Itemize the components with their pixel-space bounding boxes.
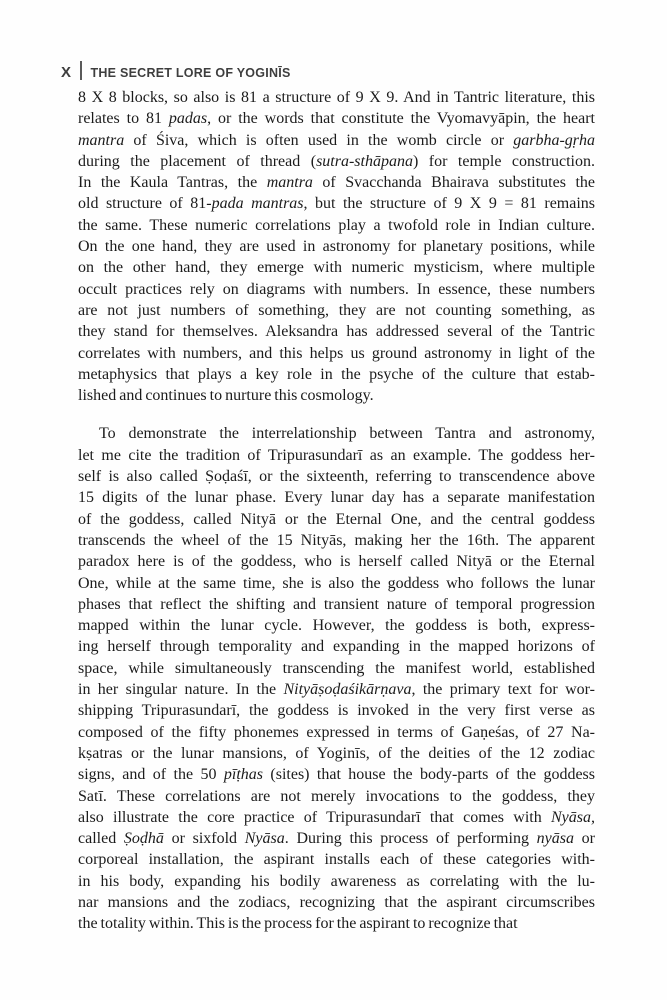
body-text-segment: 15 digits of the lunar phase. Every lunar day has a separate manifestation — [78, 489, 595, 507]
italic-text: Nityāṣoḍaśikārṇava — [283, 681, 412, 699]
text-line — [78, 636, 595, 657]
text-line — [78, 215, 595, 236]
body-text-segment: also illustrate the core practice of Tripurasundarī that comes with — [78, 808, 551, 826]
body-text-segment: . During this process of performing — [284, 830, 537, 848]
body-text-segment: space, while simultaneously transcending the manifest world, established — [78, 659, 595, 677]
body-text-segment: they stand for themselves. Aleksandra has addressed several of the Tantric — [78, 323, 595, 341]
header-divider — [80, 61, 82, 80]
body-text-segment: or sixfold — [163, 830, 245, 848]
text-line — [78, 594, 595, 615]
text-line — [78, 151, 595, 172]
body-text-segment: are not just numbers of something, they are not counting something, as — [78, 301, 595, 319]
body-text-segment: In the Kaula Tantras, the — [78, 174, 267, 192]
text-line — [78, 236, 595, 257]
body-text-segment: phases that reflect the shifting and transient nature of temporal progression — [78, 595, 595, 613]
body-text-segment: mapped within the lunar cycle. However, the goddess is both, express- — [78, 617, 595, 635]
body-text-segment: shipping Tripurasundarī, the goddess is invoked in the very first verse as — [78, 702, 595, 720]
text-line — [78, 385, 595, 406]
page-body — [78, 87, 595, 935]
body-text-segment: nar mansions and the zodiacs, recognizing that the aspirant circumscribes — [78, 893, 595, 911]
text-line — [78, 343, 595, 364]
body-text-segment: (sites) that house the body-parts of the goddess — [263, 766, 595, 784]
body-text-segment: old structure of 81- — [78, 195, 212, 213]
text-line — [78, 871, 595, 892]
body-text-segment: , the primary text for wor- — [411, 681, 595, 699]
body-text-segment: metaphysics that plays a key role in the psyche of the culture that estab- — [78, 365, 595, 383]
italic-text: nyāsa — [536, 830, 574, 848]
text-line — [78, 321, 595, 342]
text-line — [78, 764, 595, 785]
body-text-segment: of Svacchanda Bhairava substitutes the — [312, 174, 595, 192]
body-text-segment: the same. These numeric correlations play a twofold role in Indian culture. — [78, 216, 595, 234]
italic-text: sutra-sthāpana — [316, 152, 413, 170]
body-text-segment: Satī. These correlations are not merely invocations to the goddess, they — [78, 787, 595, 805]
text-line — [78, 722, 595, 743]
italic-text: padas — [168, 110, 208, 128]
text-line — [78, 573, 595, 594]
italic-text: Ṣoḍhā — [123, 830, 164, 848]
body-text-segment: correlates with numbers, and this helps us ground astronomy in light of the — [78, 344, 595, 362]
body-text-segment: signs, and of the 50 — [78, 766, 224, 784]
body-text-segment: on the other hand, they emerge with numeric mysticism, where multiple — [78, 259, 595, 277]
body-text-segment: or — [573, 830, 595, 848]
text-line — [78, 828, 595, 849]
text-line — [78, 786, 595, 807]
body-text-segment: during the placement of thread ( — [78, 152, 317, 170]
body-text-segment: of Śiva, which is often used in the womb circle or — [124, 131, 514, 149]
text-line — [78, 913, 595, 934]
body-text-segment: kṣatras or the lunar mansions, of Yoginīs, of the deities of the 12 zodiac — [78, 744, 595, 762]
page-header — [61, 58, 291, 81]
page-number: X — [61, 64, 72, 81]
body-text-segment: lished and continues to nurture this cosmology. — [78, 387, 374, 405]
text-line — [78, 130, 595, 151]
text-line — [78, 509, 595, 530]
italic-text: mantra — [78, 131, 125, 149]
text-line — [78, 87, 595, 108]
text-line — [78, 743, 595, 764]
body-text-segment: occult practices rely on diagrams with numbers. In essence, these numbers — [78, 280, 595, 298]
text-line — [78, 172, 595, 193]
italic-text: Nyāsa — [244, 830, 285, 848]
body-text-segment: transcends the wheel of the 15 Nityās, making her the 16th. The apparent — [78, 531, 595, 549]
text-line — [78, 849, 595, 870]
italic-text: garbha-gṛha — [513, 131, 595, 149]
body-text-segment: of the goddess, called Nityā or the Eternal One, and the central goddess — [78, 510, 595, 528]
body-text-segment: in his body, expanding his bodily awareness as correlating with the lu- — [78, 872, 595, 890]
text-line — [78, 807, 595, 828]
text-line — [78, 108, 595, 129]
text-line — [78, 193, 595, 214]
body-text-segment: On the one hand, they are used in astronomy for planetary positions, while — [78, 238, 595, 256]
text-line — [78, 466, 595, 487]
text-line — [78, 892, 595, 913]
italic-text: pīṭhas — [223, 766, 263, 784]
text-line — [78, 445, 595, 466]
text-line — [78, 658, 595, 679]
text-line — [78, 279, 595, 300]
body-text-segment: One, while at the same time, she is also the goddess who follows the lunar — [78, 574, 595, 592]
body-text-segment: in her singular nature. In the — [78, 681, 284, 699]
text-line — [78, 257, 595, 278]
text-line — [78, 530, 595, 551]
body-text-segment: ing herself through temporality and expanding in the mapped horizons of — [78, 638, 595, 656]
body-text-segment: the totality within. This is the process for the aspirant to recognize that — [78, 915, 518, 933]
running-title: THE SECRET LORE OF YOGINĪS — [90, 66, 291, 80]
text-line — [78, 423, 595, 444]
text-line — [78, 364, 595, 385]
italic-text: pada mantras — [211, 195, 304, 213]
text-line — [78, 487, 595, 508]
body-text-segment: let me cite the tradition of Tripurasundarī as an example. The goddess her- — [78, 446, 595, 464]
body-text-segment: composed of the fifty phonemes expressed in terms of Gaṇeśas, of 27 Na- — [78, 723, 595, 741]
body-text-segment: paradox here is of the goddess, who is herself called Nityā or the Eternal — [78, 553, 595, 571]
body-text-segment: called — [78, 830, 124, 848]
paragraph — [78, 87, 595, 406]
italic-text: Nyāsa, — [551, 808, 595, 826]
body-text-segment: , but the structure of 9 X 9 = 81 remains — [303, 195, 595, 213]
body-text-segment: To demonstrate the interrelationship between Tantra and astronomy, — [99, 425, 595, 443]
text-line — [78, 551, 595, 572]
text-line — [78, 300, 595, 321]
body-text-segment: relates to 81 — [78, 110, 169, 128]
text-line — [78, 679, 595, 700]
body-text-segment: , or the words that constitute the Vyomavyāpin, the heart — [207, 110, 595, 128]
text-line — [78, 700, 595, 721]
body-text-segment: self is also called Ṣoḍaśī, or the sixteenth, referring to transcendence above — [78, 468, 595, 486]
body-text-segment: corporeal installation, the aspirant installs each of these categories with- — [78, 851, 595, 869]
body-text-segment: ) for temple construction. — [412, 152, 595, 170]
body-text-segment: 8 X 8 blocks, so also is 81 a structure of 9 X 9. And in Tantric literature, this — [78, 89, 595, 106]
italic-text: mantra — [266, 174, 313, 192]
paragraph — [78, 423, 595, 934]
text-line — [78, 615, 595, 636]
